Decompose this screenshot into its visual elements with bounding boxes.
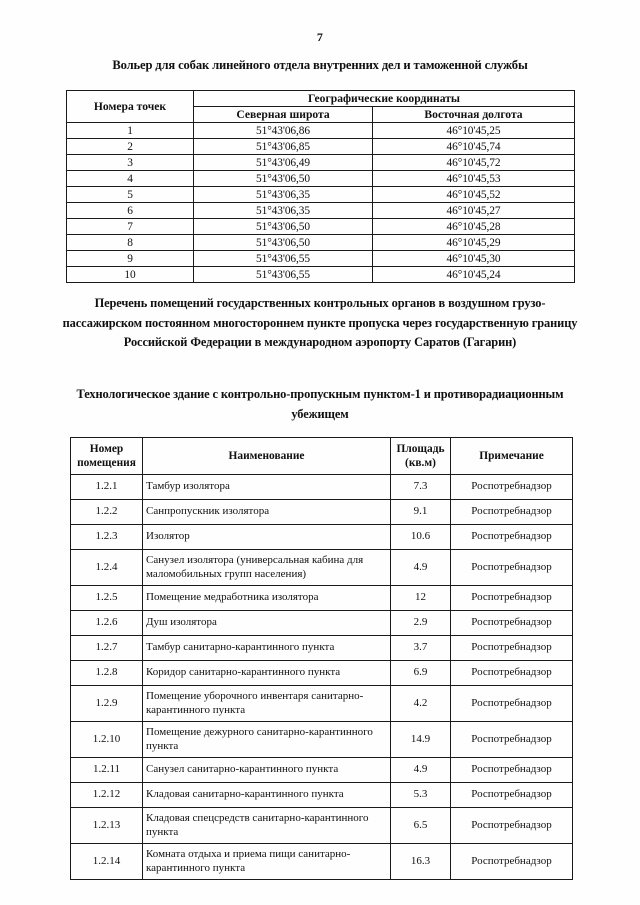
heading-technological-building: Технологическое здание с контрольно-пропускным пунктом-1 и противорадиационным убежищем xyxy=(76,387,564,421)
room-number: 1.2.6 xyxy=(71,611,143,636)
room-name: Помещение уборочного инвентаря санитарно-карантинного пункта xyxy=(143,686,391,722)
room-area: 4.9 xyxy=(391,758,451,783)
header-latitude: Северная широта xyxy=(194,107,373,123)
room-note: Роспотребнадзор xyxy=(451,550,573,586)
room-name: Тамбур изолятора xyxy=(143,475,391,500)
table-header-row xyxy=(71,438,573,475)
coord-longitude: 46°10'45,28 xyxy=(373,219,575,235)
coord-longitude: 46°10'45,25 xyxy=(373,123,575,139)
room-note: Роспотребнадзор xyxy=(451,636,573,661)
coord-latitude: 51°43'06,50 xyxy=(194,219,373,235)
room-number: 1.2.4 xyxy=(71,550,143,586)
coord-latitude: 51°43'06,49 xyxy=(194,155,373,171)
room-note: Роспотребнадзор xyxy=(451,586,573,611)
room-note: Роспотребнадзор xyxy=(451,808,573,844)
room-number: 1.2.1 xyxy=(71,475,143,500)
table-header-row xyxy=(67,91,575,107)
premises-table-container xyxy=(70,437,572,880)
room-name: Помещение дежурного санитарно-карантинного пункта xyxy=(143,722,391,758)
room-area: 3.7 xyxy=(391,636,451,661)
page-title: Вольер для собак линейного отдела внутренних дел и таможенной службы xyxy=(112,58,528,72)
room-area: 6.5 xyxy=(391,808,451,844)
coordinates-table xyxy=(66,90,575,283)
coordinates-table-head xyxy=(67,91,575,123)
coord-longitude: 46°10'45,24 xyxy=(373,267,575,283)
header-room-note: Примечание xyxy=(451,438,573,475)
room-area: 16.3 xyxy=(391,844,451,880)
coord-point: 9 xyxy=(67,251,194,267)
room-note: Роспотребнадзор xyxy=(451,783,573,808)
table-row xyxy=(71,758,573,783)
room-name: Кладовая санитарно-карантинного пункта xyxy=(143,783,391,808)
table-row xyxy=(67,139,575,155)
room-note: Роспотребнадзор xyxy=(451,722,573,758)
room-note: Роспотребнадзор xyxy=(451,844,573,880)
room-name: Санузел изолятора (универсальная кабина для маломобильных групп населения) xyxy=(143,550,391,586)
header-room-number: Номер помещения xyxy=(71,438,143,475)
table-row xyxy=(71,844,573,880)
room-number: 1.2.9 xyxy=(71,686,143,722)
room-area: 10.6 xyxy=(391,525,451,550)
table-row xyxy=(67,187,575,203)
table-row xyxy=(67,123,575,139)
header-geo-coordinates: Географические координаты xyxy=(194,91,575,107)
room-number: 1.2.7 xyxy=(71,636,143,661)
room-number: 1.2.10 xyxy=(71,722,143,758)
table-row xyxy=(71,636,573,661)
coord-point: 3 xyxy=(67,155,194,171)
room-area: 4.9 xyxy=(391,550,451,586)
room-number: 1.2.12 xyxy=(71,783,143,808)
header-room-area: Площадь (кв.м) xyxy=(391,438,451,475)
header-points: Номера точек xyxy=(67,91,194,123)
coord-point: 1 xyxy=(67,123,194,139)
room-name: Коридор санитарно-карантинного пункта xyxy=(143,661,391,686)
coord-latitude: 51°43'06,50 xyxy=(194,235,373,251)
coord-longitude: 46°10'45,29 xyxy=(373,235,575,251)
table-row xyxy=(71,686,573,722)
room-area: 2.9 xyxy=(391,611,451,636)
room-name: Душ изолятора xyxy=(143,611,391,636)
coord-point: 10 xyxy=(67,267,194,283)
premises-table xyxy=(70,437,573,880)
room-number: 1.2.11 xyxy=(71,758,143,783)
room-note: Роспотребнадзор xyxy=(451,686,573,722)
room-note: Роспотребнадзор xyxy=(451,525,573,550)
coordinates-table-body xyxy=(67,123,575,283)
header-longitude: Восточная долгота xyxy=(373,107,575,123)
heading-premises-list: Перечень помещений государственных контрольных органов в воздушном грузо-пассажирском постоянном многостороннем пункте пропуска через государственную границу Российской Федерации в международном аэропорту Саратов (Гагарин) xyxy=(62,296,578,349)
coord-point: 6 xyxy=(67,203,194,219)
table-row xyxy=(67,219,575,235)
coord-longitude: 46°10'45,53 xyxy=(373,171,575,187)
coord-latitude: 51°43'06,35 xyxy=(194,187,373,203)
room-name: Тамбур санитарно-карантинного пункта xyxy=(143,636,391,661)
premises-table-head xyxy=(71,438,573,475)
room-note: Роспотребнадзор xyxy=(451,661,573,686)
coordinates-table-container xyxy=(66,90,574,283)
room-area: 6.9 xyxy=(391,661,451,686)
room-number: 1.2.13 xyxy=(71,808,143,844)
room-area: 5.3 xyxy=(391,783,451,808)
room-name: Изолятор xyxy=(143,525,391,550)
table-row xyxy=(71,475,573,500)
room-name: Комната отдыха и приема пищи санитарно-карантинного пункта xyxy=(143,844,391,880)
room-area: 9.1 xyxy=(391,500,451,525)
page-number: 7 xyxy=(316,30,324,44)
table-row xyxy=(71,808,573,844)
premises-table-body xyxy=(71,475,573,880)
coord-latitude: 51°43'06,85 xyxy=(194,139,373,155)
room-number: 1.2.2 xyxy=(71,500,143,525)
table-row xyxy=(67,251,575,267)
coord-latitude: 51°43'06,50 xyxy=(194,171,373,187)
coord-point: 4 xyxy=(67,171,194,187)
coord-latitude: 51°43'06,35 xyxy=(194,203,373,219)
coord-latitude: 51°43'06,55 xyxy=(194,267,373,283)
room-number: 1.2.14 xyxy=(71,844,143,880)
table-row xyxy=(71,722,573,758)
room-number: 1.2.5 xyxy=(71,586,143,611)
room-area: 14.9 xyxy=(391,722,451,758)
table-row xyxy=(67,267,575,283)
coord-latitude: 51°43'06,55 xyxy=(194,251,373,267)
room-note: Роспотребнадзор xyxy=(451,500,573,525)
table-row xyxy=(71,661,573,686)
room-name: Помещение медработника изолятора xyxy=(143,586,391,611)
room-area: 4.2 xyxy=(391,686,451,722)
room-number: 1.2.8 xyxy=(71,661,143,686)
header-room-name: Наименование xyxy=(143,438,391,475)
table-row xyxy=(71,525,573,550)
coord-longitude: 46°10'45,52 xyxy=(373,187,575,203)
table-row xyxy=(71,783,573,808)
table-row xyxy=(67,171,575,187)
room-name: Кладовая спецсредств санитарно-карантинного пункта xyxy=(143,808,391,844)
room-name: Санузел санитарно-карантинного пункта xyxy=(143,758,391,783)
coord-point: 2 xyxy=(67,139,194,155)
coord-longitude: 46°10'45,30 xyxy=(373,251,575,267)
room-note: Роспотребнадзор xyxy=(451,758,573,783)
coord-point: 7 xyxy=(67,219,194,235)
room-area: 12 xyxy=(391,586,451,611)
coord-point: 8 xyxy=(67,235,194,251)
room-name: Санпропускник изолятора xyxy=(143,500,391,525)
coord-longitude: 46°10'45,72 xyxy=(373,155,575,171)
room-area: 7.3 xyxy=(391,475,451,500)
table-row xyxy=(71,500,573,525)
coord-point: 5 xyxy=(67,187,194,203)
table-row xyxy=(71,586,573,611)
table-row xyxy=(71,611,573,636)
table-row xyxy=(67,155,575,171)
table-row xyxy=(67,203,575,219)
room-note: Роспотребнадзор xyxy=(451,475,573,500)
table-row xyxy=(67,235,575,251)
table-row xyxy=(71,550,573,586)
room-number: 1.2.3 xyxy=(71,525,143,550)
coord-latitude: 51°43'06,86 xyxy=(194,123,373,139)
room-note: Роспотребнадзор xyxy=(451,611,573,636)
coord-longitude: 46°10'45,74 xyxy=(373,139,575,155)
coord-longitude: 46°10'45,27 xyxy=(373,203,575,219)
